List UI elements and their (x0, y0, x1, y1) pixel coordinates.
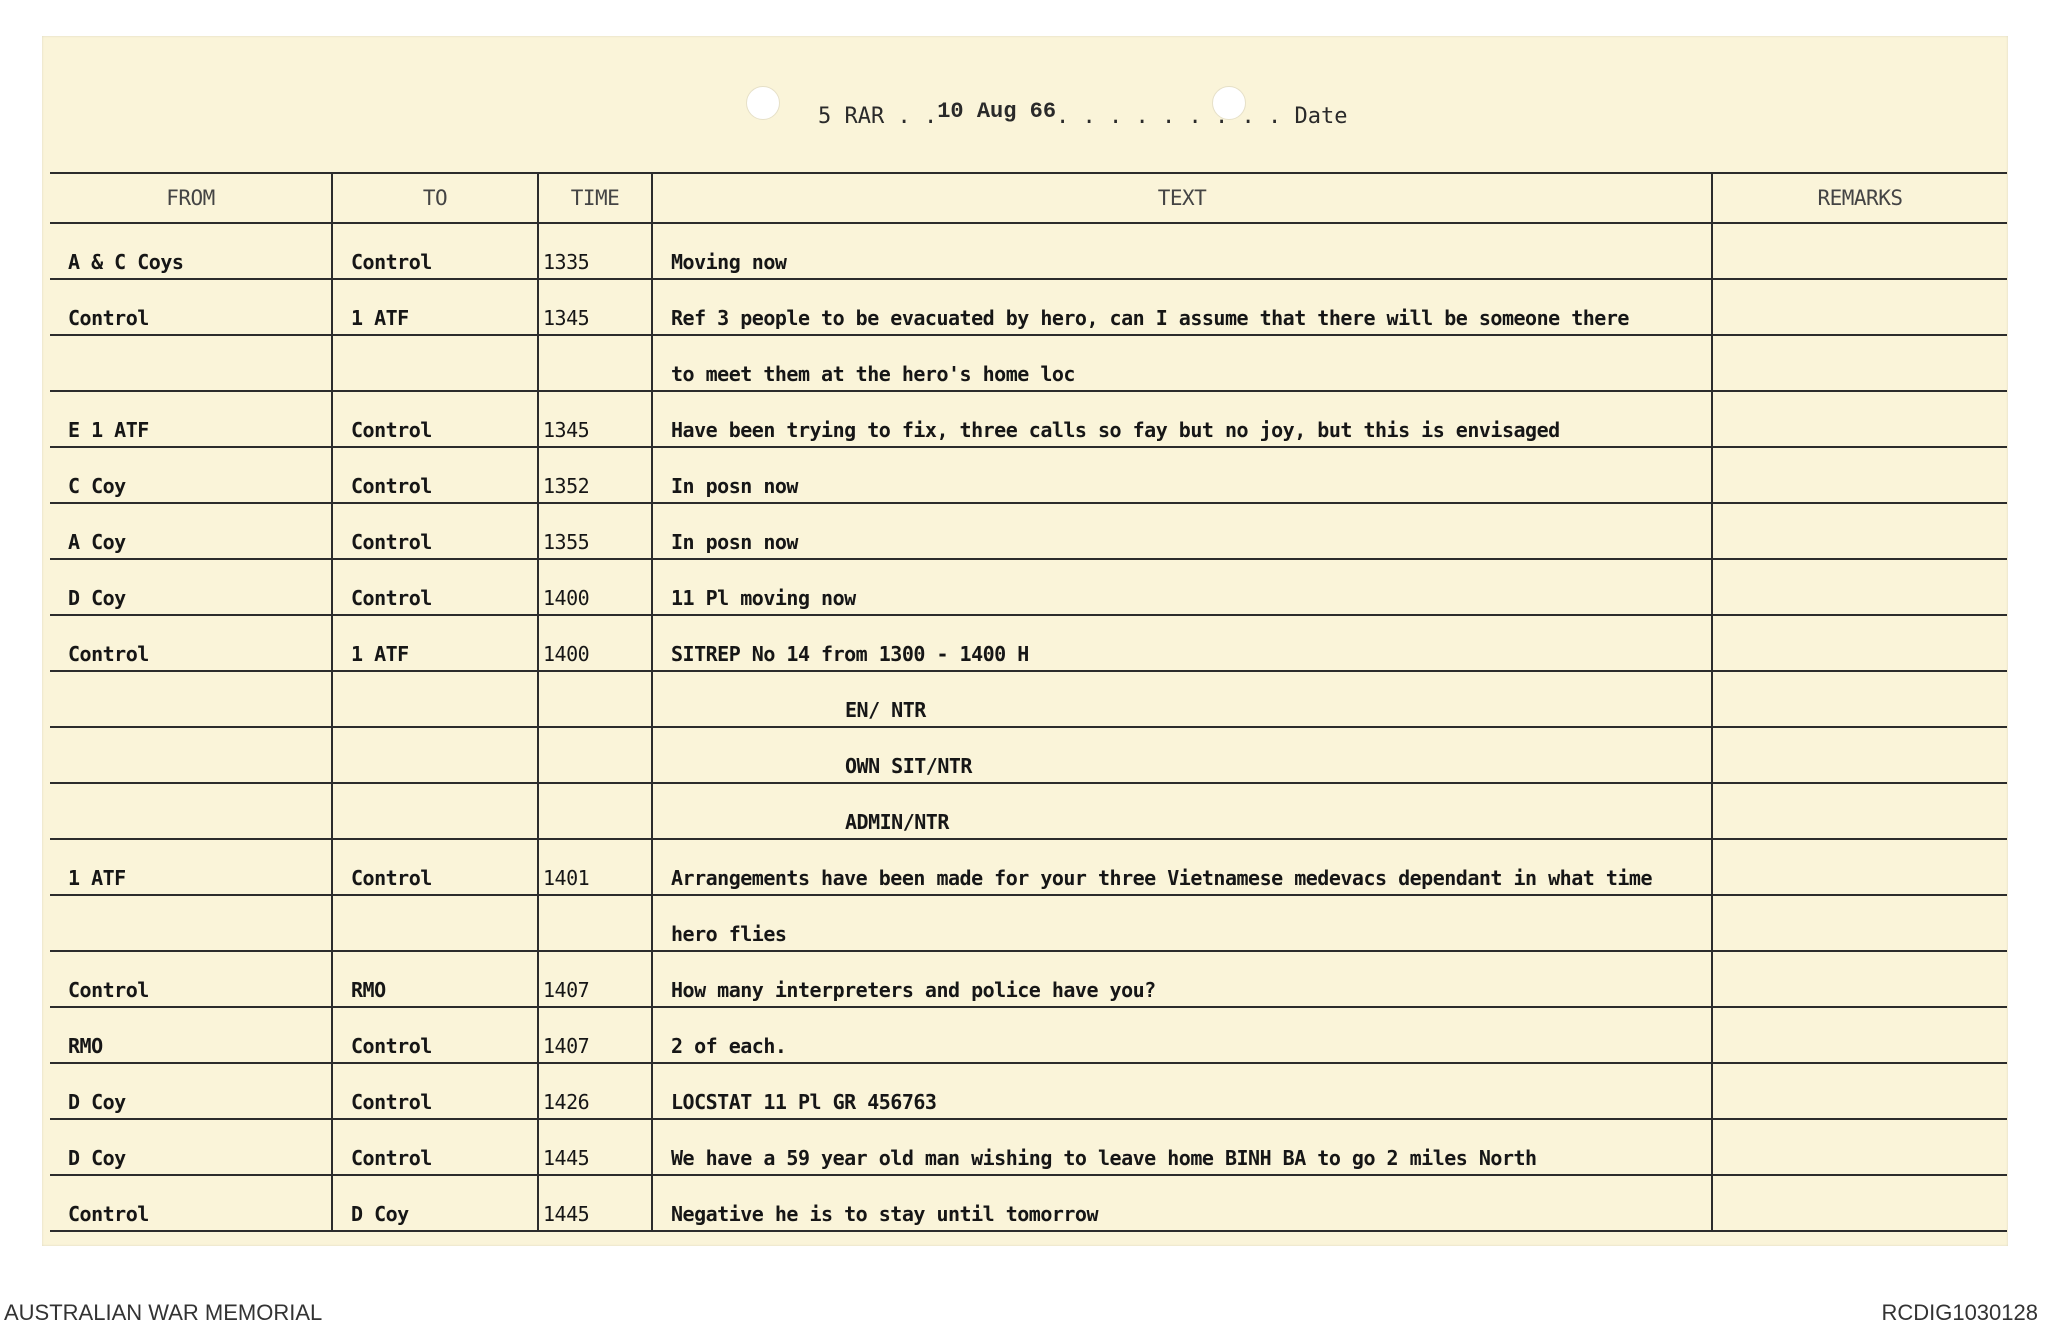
cell-to: RMO (332, 951, 538, 1007)
cell-to: Control (332, 503, 538, 559)
cell-remarks (1712, 391, 2007, 447)
cell-text: EN/ NTR (652, 671, 1712, 727)
cell-remarks (1712, 1007, 2007, 1063)
cell-to (332, 671, 538, 727)
table-row (50, 839, 2007, 895)
cell-remarks (1712, 839, 2007, 895)
cell-text: Negative he is to stay until tomorrow (652, 1175, 1712, 1231)
cell-from: Control (50, 1175, 332, 1231)
cell-text: Have been trying to fix, three calls so fay but no joy, but this is envisaged (652, 391, 1712, 447)
cell-from (50, 671, 332, 727)
cell-time: 1355 (538, 503, 652, 559)
cell-remarks (1712, 1119, 2007, 1175)
cell-text: 2 of each. (652, 1007, 1712, 1063)
column-header-remarks: REMARKS (1712, 173, 2007, 223)
cell-time: 1445 (538, 1119, 652, 1175)
cell-time: 1400 (538, 559, 652, 615)
column-header-time: TIME (538, 173, 652, 223)
cell-from: C Coy (50, 447, 332, 503)
cell-remarks (1712, 783, 2007, 839)
cell-from: A & C Coys (50, 223, 332, 279)
cell-to: Control (332, 447, 538, 503)
cell-text: Arrangements have been made for your three Vietnamese medevacs dependant in what time (652, 839, 1712, 895)
table-row (50, 223, 2007, 279)
cell-time: 1407 (538, 951, 652, 1007)
cell-time: 1345 (538, 279, 652, 335)
cell-to: D Coy (332, 1175, 538, 1231)
table-row (50, 895, 2007, 951)
cell-from: E 1 ATF (50, 391, 332, 447)
cell-time: 1345 (538, 391, 652, 447)
cell-text: SITREP No 14 from 1300 - 1400 H (652, 615, 1712, 671)
cell-from: A Coy (50, 503, 332, 559)
cell-to: Control (332, 1119, 538, 1175)
cell-text: 11 Pl moving now (652, 559, 1712, 615)
log-date: 10 Aug 66 (937, 99, 1057, 124)
cell-remarks (1712, 559, 2007, 615)
table-row (50, 727, 2007, 783)
column-header-from: FROM (50, 173, 332, 223)
cell-text: How many interpreters and police have you? (652, 951, 1712, 1007)
cell-to: Control (332, 839, 538, 895)
cell-from (50, 783, 332, 839)
cell-remarks (1712, 447, 2007, 503)
cell-text: hero flies (652, 895, 1712, 951)
cell-from (50, 335, 332, 391)
unit-label: 5 RAR (818, 104, 885, 129)
cell-time: 1400 (538, 615, 652, 671)
cell-remarks (1712, 671, 2007, 727)
cell-remarks (1712, 615, 2007, 671)
cell-text: to meet them at the hero's home loc (652, 335, 1712, 391)
sheet-header: 5 RAR . .10 Aug 66. . . . . . . . . Date (818, 99, 1348, 129)
table-row (50, 783, 2007, 839)
cell-remarks (1712, 279, 2007, 335)
cell-from: Control (50, 951, 332, 1007)
table-row (50, 279, 2007, 335)
cell-time: 1335 (538, 223, 652, 279)
cell-to: 1 ATF (332, 615, 538, 671)
cell-from: RMO (50, 1007, 332, 1063)
cell-from (50, 727, 332, 783)
cell-remarks (1712, 727, 2007, 783)
cell-remarks (1712, 1063, 2007, 1119)
cell-remarks (1712, 335, 2007, 391)
cell-remarks (1712, 223, 2007, 279)
log-entries (50, 223, 2007, 1231)
archive-reference: RCDIG1030128 (1881, 1300, 2038, 1325)
cell-text: In posn now (652, 503, 1712, 559)
cell-to: Control (332, 391, 538, 447)
cell-to: Control (332, 1007, 538, 1063)
punch-hole-left (746, 86, 780, 120)
cell-text: ADMIN/NTR (652, 783, 1712, 839)
cell-to: Control (332, 1063, 538, 1119)
cell-text: OWN SIT/NTR (652, 727, 1712, 783)
table-row (50, 559, 2007, 615)
cell-text: In posn now (652, 447, 1712, 503)
cell-remarks (1712, 1175, 2007, 1231)
table-row (50, 391, 2007, 447)
cell-from: Control (50, 615, 332, 671)
cell-from (50, 895, 332, 951)
cell-to (332, 895, 538, 951)
table-row (50, 503, 2007, 559)
table-row (50, 615, 2007, 671)
table-row (50, 447, 2007, 503)
cell-to: Control (332, 223, 538, 279)
signal-log-table (50, 172, 2007, 1232)
cell-text: LOCSTAT 11 Pl GR 456763 (652, 1063, 1712, 1119)
cell-to (332, 335, 538, 391)
cell-remarks (1712, 503, 2007, 559)
cell-from: Control (50, 279, 332, 335)
table-row (50, 1063, 2007, 1119)
cell-time (538, 783, 652, 839)
table-header-row (50, 173, 2007, 223)
table-row (50, 671, 2007, 727)
cell-time (538, 671, 652, 727)
column-header-text: TEXT (652, 173, 1712, 223)
cell-time (538, 895, 652, 951)
table-row (50, 1175, 2007, 1231)
cell-time (538, 727, 652, 783)
table-row (50, 951, 2007, 1007)
cell-text: We have a 59 year old man wishing to leave home BINH BA to go 2 miles North (652, 1119, 1712, 1175)
cell-time: 1407 (538, 1007, 652, 1063)
archive-credit: AUSTRALIAN WAR MEMORIAL (4, 1300, 323, 1325)
cell-remarks (1712, 951, 2007, 1007)
cell-from: D Coy (50, 559, 332, 615)
cell-time: 1352 (538, 447, 652, 503)
cell-from: 1 ATF (50, 839, 332, 895)
column-header-to: TO (332, 173, 538, 223)
cell-time: 1445 (538, 1175, 652, 1231)
cell-remarks (1712, 895, 2007, 951)
table-row (50, 1007, 2007, 1063)
cell-time (538, 335, 652, 391)
cell-text: Ref 3 people to be evacuated by hero, can I assume that there will be someone there (652, 279, 1712, 335)
cell-from: D Coy (50, 1119, 332, 1175)
cell-to: 1 ATF (332, 279, 538, 335)
table-row (50, 1119, 2007, 1175)
cell-time: 1426 (538, 1063, 652, 1119)
cell-to (332, 783, 538, 839)
cell-to (332, 727, 538, 783)
cell-to: Control (332, 559, 538, 615)
cell-time: 1401 (538, 839, 652, 895)
cell-text: Moving now (652, 223, 1712, 279)
table-row (50, 335, 2007, 391)
date-label: Date (1294, 104, 1348, 129)
cell-from: D Coy (50, 1063, 332, 1119)
